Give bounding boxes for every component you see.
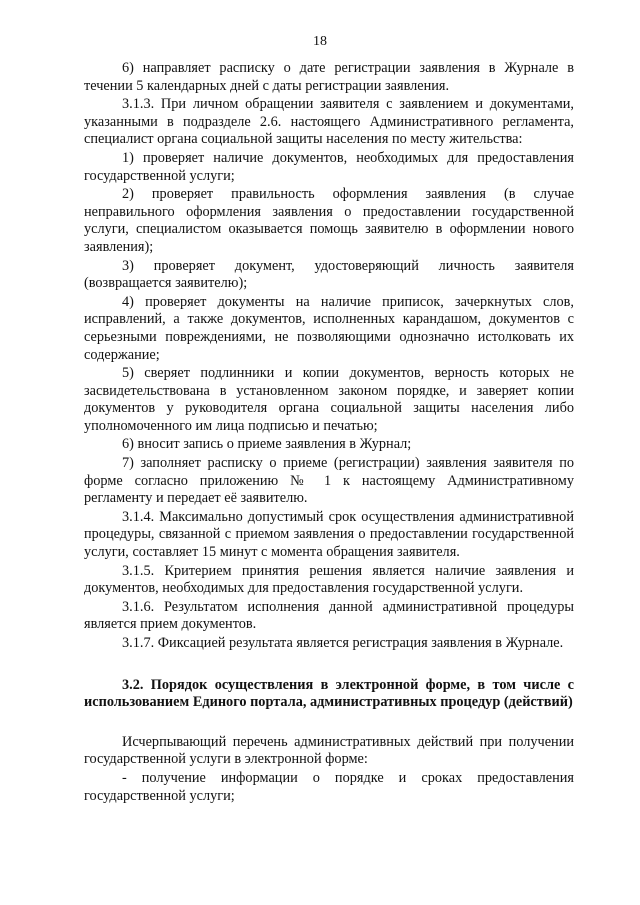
paragraph: 3.1.7. Фиксацией результата является регистрация заявления в Журнале. [122,635,564,651]
paragraph: 3.1.3. При личном обращении заявителя с заявлением и документами, указанными в подразделе 2.6. настоящего Административного регламента, специалист органа социальной защиты населения по месту жительства: [84,96,574,148]
document-body [84,60,574,806]
list-item: 4) проверяет документы на наличие приписок, зачеркнутых слов, исправлений, а также документов, исполненных карандашом, документов с серьезными повреждениями, не позволяющими однозначно истолковать их содержание; [84,293,574,363]
list-item: 5) сверяет подлинники и копии документов, верность которых не засвидетельствована в установленном законом порядке, и заверяет копии документов у руководителя органа социальной защиты населения либо уполномоченного им лица подписью и печатью; [84,365,574,434]
list-item: 2) проверяет правильность оформления заявления (в случае неправильного оформления заявления о предоставлении государственной услуги, специалистом оказывается помощь заявителю в оформлении нового заявления); [84,186,574,255]
list-item: 6) вносит запись о приеме заявления в Журнал; [122,436,412,453]
list-item: 7) заполняет расписку о приеме (регистрации) заявления заявителя по форме согласно приложению № 1 к настоящему Административному регламенту и передает её заявителю. [84,455,574,507]
section-heading: 3.2. Порядок осуществления в электронной форме, в том числе с использованием Единого портала, административных процедур (действий) [84,676,574,711]
paragraph: 3.1.6. Результатом исполнения данной административной процедуры является прием документов. [84,598,574,633]
page-number: 18 [313,34,327,49]
paragraph: 3.1.5. Критерием принятия решения является наличие заявления и документов, необходимых для предоставления государственной услуги. [84,562,574,597]
list-item: - получение информации о порядке и сроках предоставления государственной услуги; [84,769,574,804]
paragraph: Исчерпывающий перечень административных действий при получении государственной услуги в электронной форме: [84,733,574,768]
paragraph: 6) направляет расписку о дате регистрации заявления в Журнале в течении 5 календарных дней с даты регистрации заявления. [84,60,574,94]
list-item: 1) проверяет наличие документов, необходимых для предоставления государственной услуги; [84,149,574,184]
paragraph: 3.1.4. Максимально допустимый срок осуществления административной процедуры, связанной с приемом заявления о предоставлении государственной услуги, составляет 15 минут с момента обращения заявителя. [84,508,574,561]
list-item: 3) проверяет документ, удостоверяющий личность заявителя (возвращается заявителю); [84,257,574,292]
